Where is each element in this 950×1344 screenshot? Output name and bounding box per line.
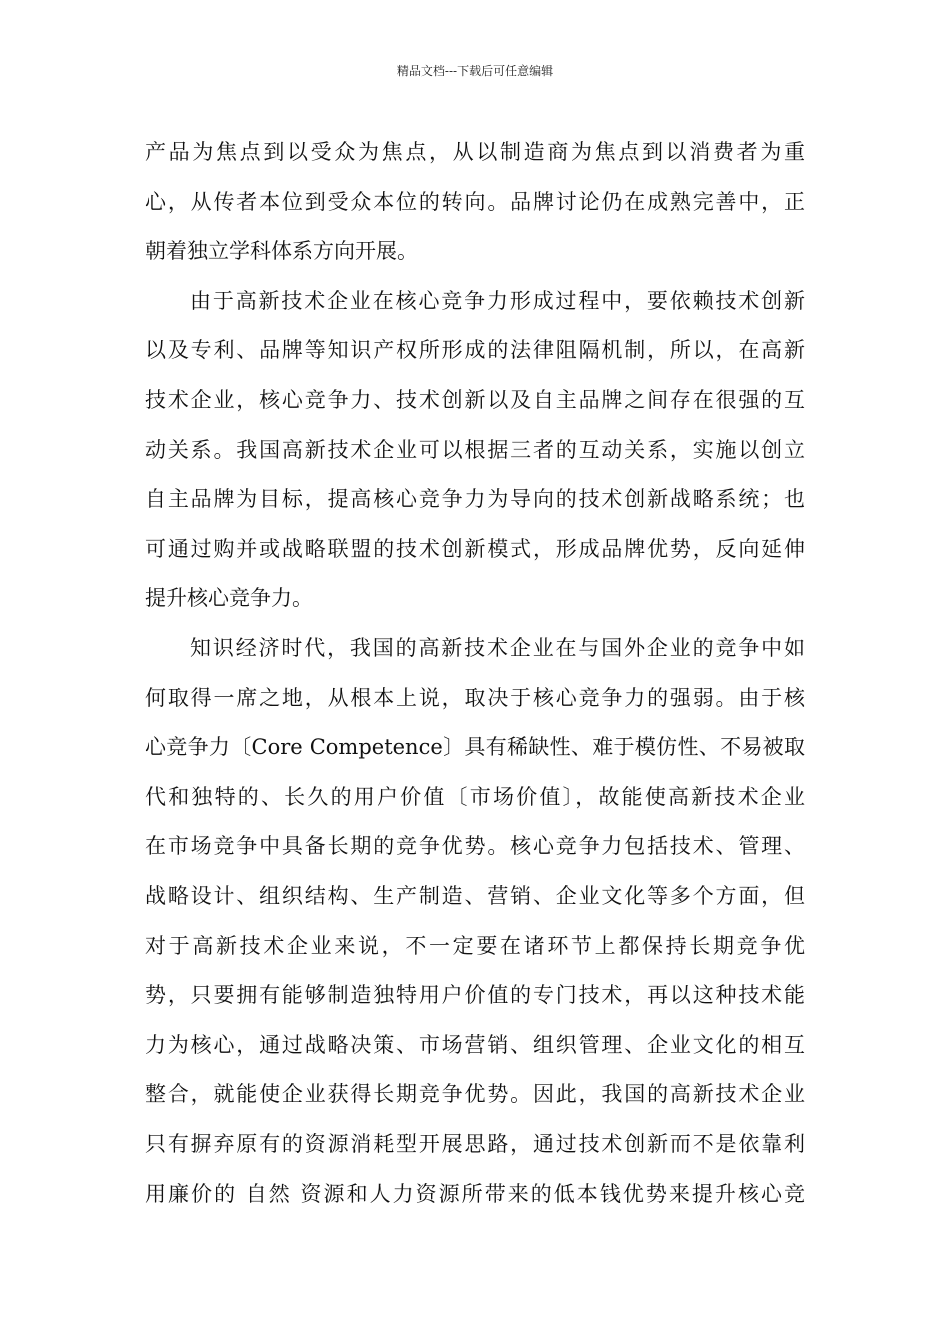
text-line: 战略设计、组织结构、生产制造、营销、企业文化等多个方面，但 bbox=[145, 884, 805, 908]
text-line: 由于高新技术企业在核心竞争力形成过程中，要依赖技术创新 bbox=[190, 288, 805, 313]
text-line: 对于高新技术企业来说，不一定要在诸环节上都保持长期竞争优 bbox=[145, 933, 805, 958]
text-line: 何取得一席之地，从根本上说，取决于核心竞争力的强弱。由于核 bbox=[145, 685, 805, 710]
text-line: 心，从传者本位到受众本位的转向。品牌讨论仍在成熟完善中，正 bbox=[145, 189, 805, 214]
text-line: 技术企业，核心竞争力、技术创新以及自主品牌之间存在很强的互 bbox=[145, 388, 805, 412]
text-line: 提升核心竞争力。 bbox=[145, 586, 313, 611]
text-line: 以及专利、品牌等知识产权所形成的法律阻隔机制，所以，在高新 bbox=[145, 338, 805, 363]
text-line: 动关系。我国高新技术企业可以根据三者的互动关系，实施以创立 bbox=[145, 437, 805, 462]
text-line: 在市场竞争中具备长期的竞争优势。核心竞争力包括技术、管理、 bbox=[145, 834, 805, 859]
text-line: 朝着独立学科体系方向开展。 bbox=[145, 239, 418, 264]
text-line: 只有摒弃原有的资源消耗型开展思路，通过技术创新而不是依靠利 bbox=[145, 1132, 805, 1156]
text-line: 势，只要拥有能够制造独特用户价值的专门技术，再以这种技术能 bbox=[145, 983, 805, 1008]
text-line: 整合，就能使企业获得长期竞争优势。因此，我国的高新技术企业 bbox=[145, 1082, 805, 1107]
text-line: 知识经济时代，我国的高新技术企业在与国外企业的竞争中如 bbox=[190, 636, 805, 660]
text-line: 用廉价的 自然 资源和人力资源所带来的低本钱优势来提升核心竞 bbox=[145, 1181, 805, 1206]
text-line: 力为核心，通过战略决策、市场营销、组织管理、企业文化的相互 bbox=[145, 1032, 805, 1057]
page-header: 精品文档---下载后可任意编辑 bbox=[396, 64, 554, 78]
text-line: 心竞争力〔Core Competence〕具有稀缺性、难于模仿性、不易被取 bbox=[145, 735, 805, 760]
text-line: 产品为焦点到以受众为焦点，从以制造商为焦点到以消费者为重 bbox=[145, 140, 805, 164]
text-line: 自主品牌为目标，提高核心竞争力为导向的技术创新战略系统；也 bbox=[145, 487, 805, 512]
text-line: 可通过购并或战略联盟的技术创新模式，形成品牌优势，反向延伸 bbox=[145, 536, 805, 561]
text-line: 代和独特的、长久的用户价值〔市场价值〕，故能使高新技术企业 bbox=[145, 784, 805, 809]
